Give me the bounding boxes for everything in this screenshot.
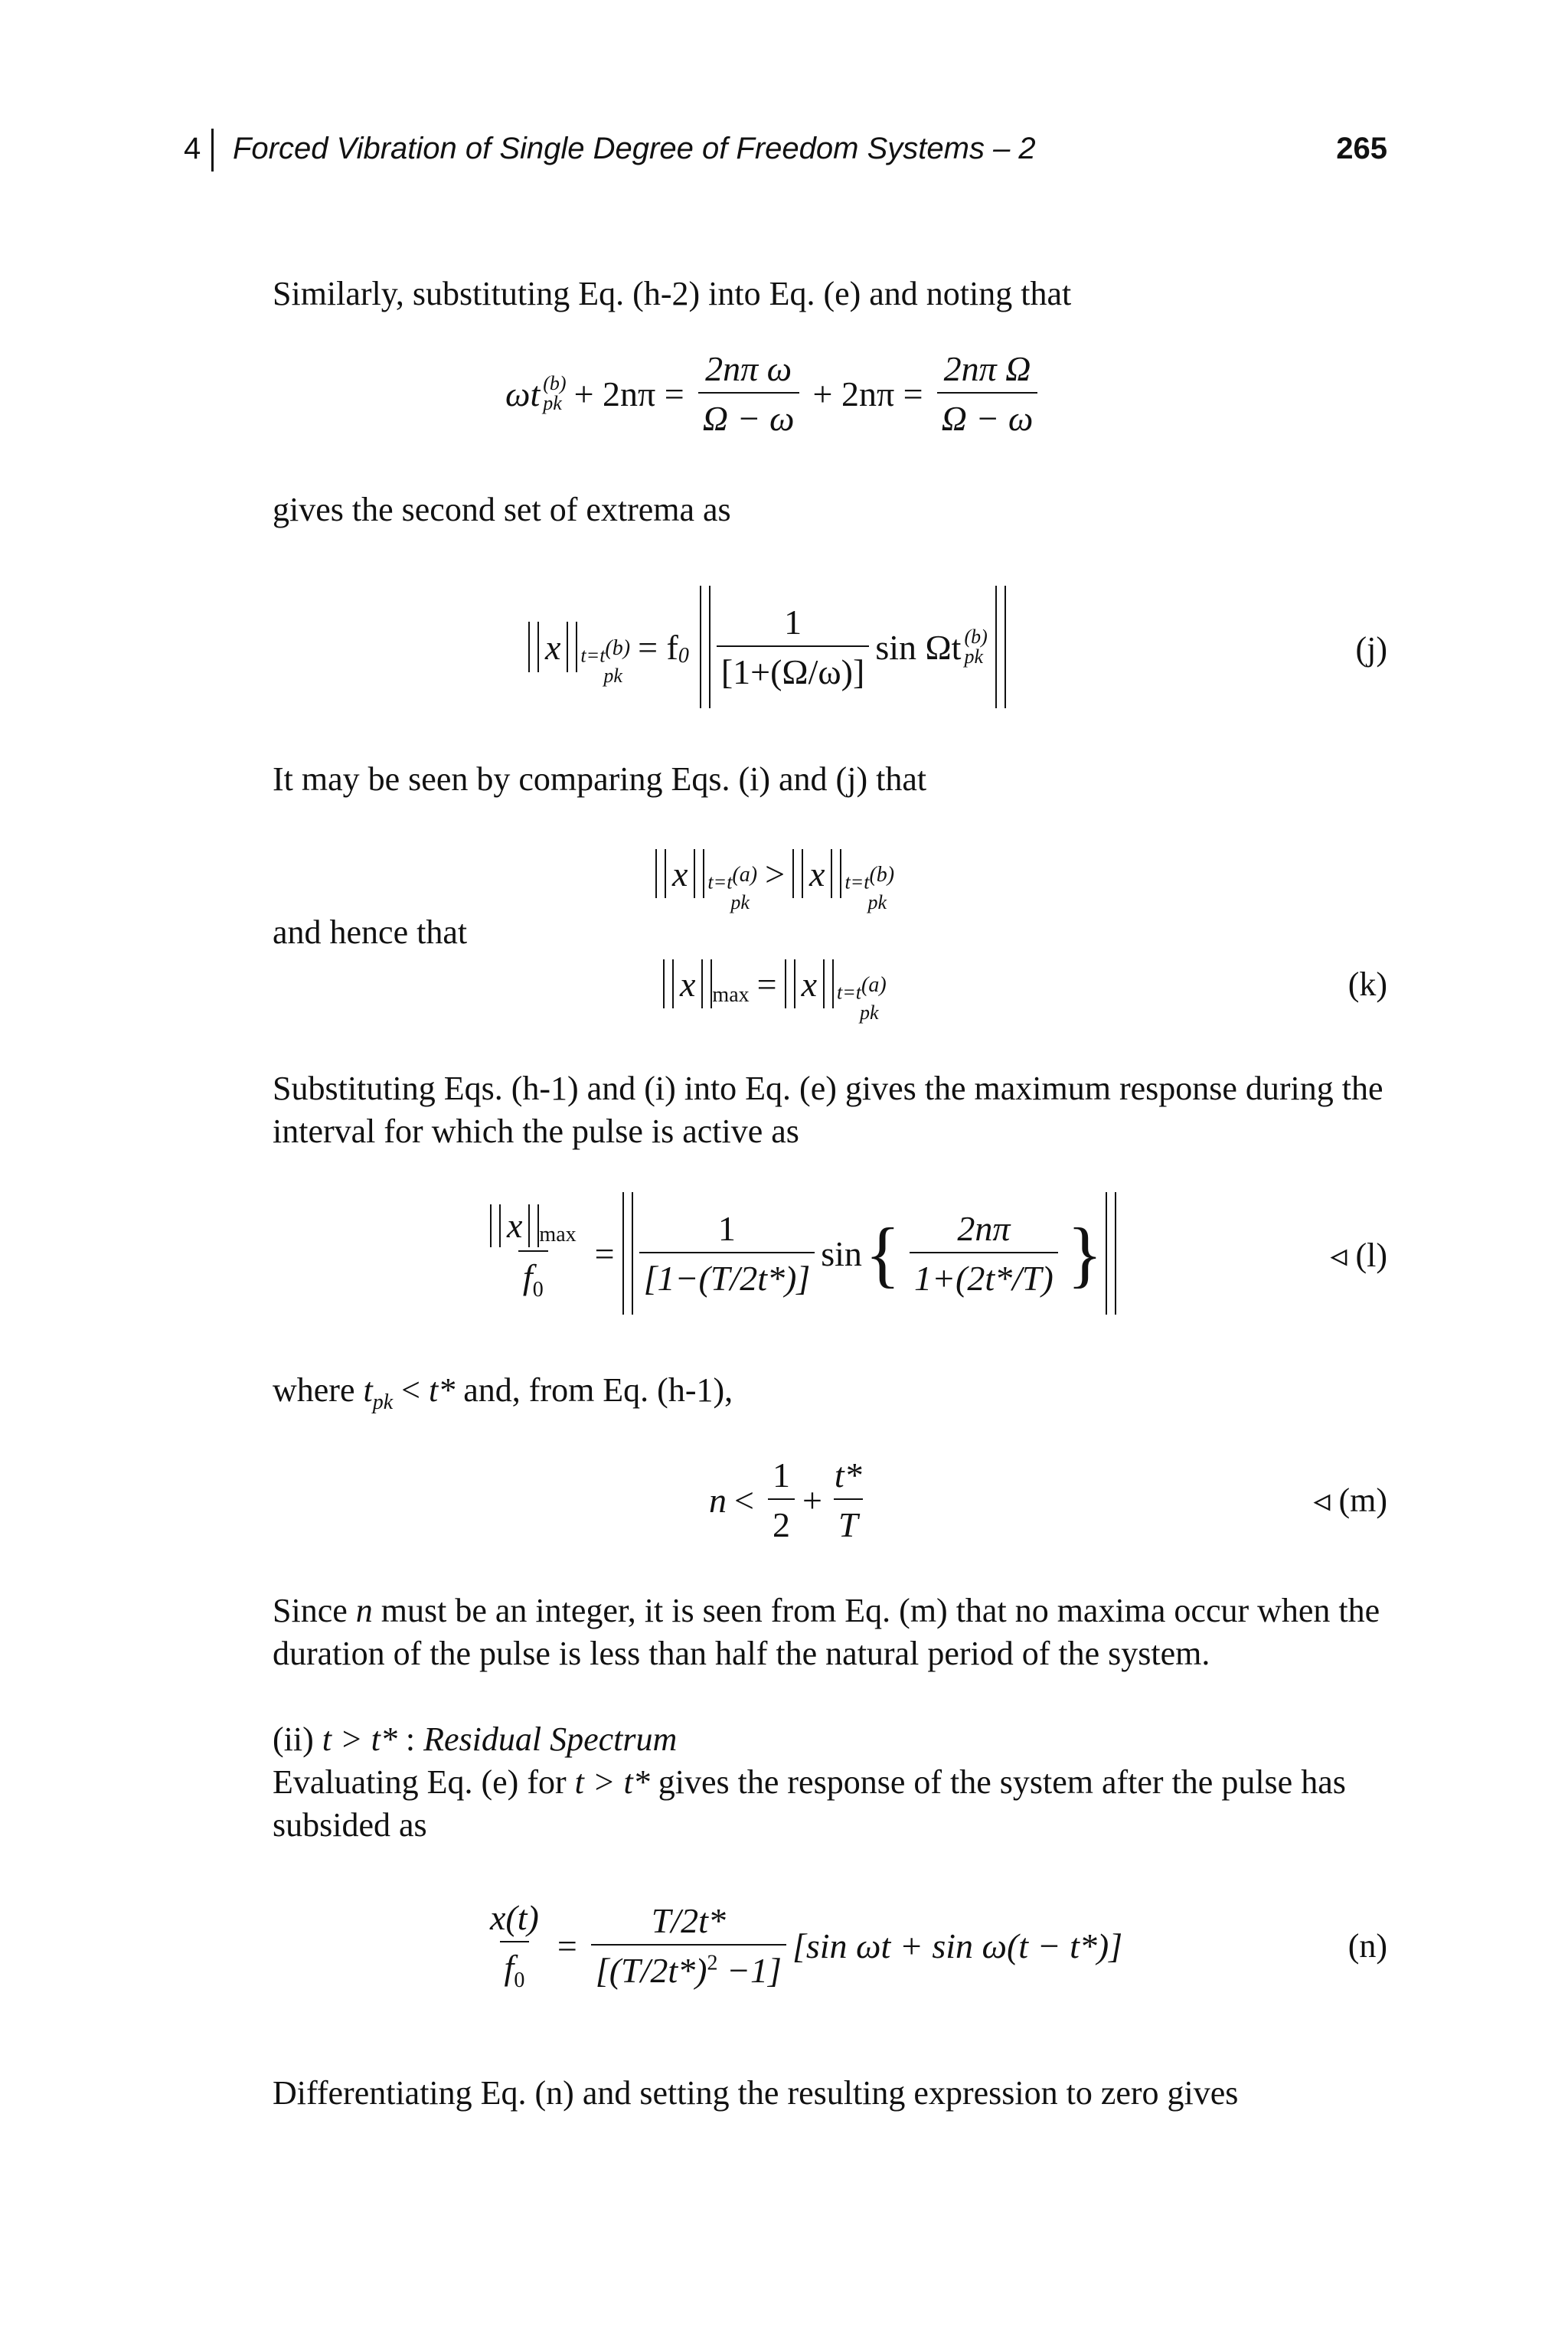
p8-title: Residual Spectrum [423,1720,678,1758]
eqcmp-sub2-sub: pk [867,890,887,913]
equation-phase [505,349,1044,438]
eqj-sin-sup: (b) [964,626,988,648]
eqm-frac1 [768,1455,795,1545]
p9-pre: Evaluating Eq. (e) for [273,1763,575,1801]
p9-post: gives the response of the system after the pulse has subsided as [273,1763,1346,1844]
p7-pre: Since [273,1592,356,1629]
eqn-lhs [485,1897,544,1993]
eq1-plus2: + 2nπ = [812,374,923,413]
eql-x: x [507,1206,523,1246]
paragraph-6 [273,1369,1390,1424]
eq1-frac2-num: 2nπ Ω [943,349,1031,388]
paragraph-1: Similarly, substituting Eq. (h-2) into Eq. (e) and noting that [273,275,1072,312]
eql-eq: = [594,1233,615,1273]
eqn-eq: = [557,1926,577,1965]
eqj-sub-t: t=t [580,644,606,667]
eq1-lhs: ωt [505,374,541,413]
eqm-frac2-den: T [834,1498,863,1545]
eqj-sub-sub: pk [603,664,622,687]
label-j: (j) [1355,630,1387,668]
section-heading-residual [273,1718,1390,1761]
eql-frac1-num: 1 [717,1209,736,1248]
eqcmp-x1: x [672,854,688,894]
eq1-plus1: + 2nπ = [573,374,684,413]
eqk-x2: x [801,964,818,1004]
equation-l [479,1188,1116,1318]
eq1-lhs-sub: pk [543,392,562,414]
eqcmp-sub1-t: t=t [707,871,733,894]
eqk-sub2-sup: (a) [861,973,887,998]
p6-post: and, from Eq. (h-1), [455,1371,733,1409]
eql-frac2 [910,1208,1058,1299]
label-m: ◃ (m) [1313,1482,1387,1519]
paragraph-10: Differentiating Eq. (n) and setting the resulting expression to zero gives [273,2074,1239,2112]
equation-compare [655,839,895,913]
eqcmp-sub2-t: t=t [844,871,870,894]
eqj-sub-sup: (b) [605,636,631,661]
eqcmp-sub1-sup: (a) [732,863,758,887]
eql-sub: max [539,1222,577,1246]
eq1-frac1 [698,348,799,439]
eqn-frac-num: T/2t* [651,1901,726,1940]
eqn-frac-den-base: [(T/2t*) [595,1951,707,1990]
p6-mid: < [393,1371,429,1409]
label-l: ◃ (l) [1330,1237,1387,1274]
page-number: 265 [1336,132,1387,165]
p8-pre: (ii) [273,1720,322,1758]
eqcmp-gt: > [765,854,786,894]
eqj-frac-num: 1 [784,603,802,642]
header-divider [211,129,214,172]
p6-tstar: t* [429,1371,456,1409]
paragraph-7 [273,1589,1390,1675]
p6-tpk-sub: pk [372,1390,394,1414]
eqj-eq-f0: = f [638,627,678,667]
equation-n [479,1888,1122,2003]
eqj-sin-sub: pk [964,645,984,668]
p8-colon: : [397,1720,424,1758]
equation-m [709,1450,873,1550]
p6-tpk: t [363,1371,373,1409]
eql-f0: f [522,1256,533,1296]
eqk-sub2-t: t=t [837,981,862,1004]
eqm-plus: + [802,1480,822,1520]
eqk-eq: = [756,964,777,1004]
eqn-frac-den-tail: −1] [717,1951,782,1990]
eqcmp-sub1-sub: pk [730,890,750,913]
eqm-frac2 [830,1455,867,1545]
p9-cond: t > t* [574,1763,650,1801]
label-k: (k) [1348,965,1387,1003]
eqj-sin: sin Ωt [875,627,962,667]
eq1-lhs-sup: (b) [543,372,567,394]
eqcmp-x2: x [809,854,825,894]
eql-f0-sub: 0 [532,1278,544,1302]
eql-frac1-den: [1−(T/2t*)] [639,1252,815,1299]
p8-cond: t > t* [322,1720,397,1758]
chapter-title: Forced Vibration of Single Degree of Freedom Systems – 2 [233,132,1036,165]
eql-lhs [485,1204,581,1302]
equation-j [528,582,1006,712]
eqn-rhs: [sin ωt + sin ω(t − t*)] [792,1926,1123,1965]
eqn-frac-den-sup: 2 [707,1951,718,1975]
eqcmp-sub2-sup: (b) [869,863,895,887]
eqm-frac2-num: t* [834,1456,862,1495]
eql-rbrace: } [1067,1212,1102,1295]
eqk-sub1: max [712,983,750,1007]
paragraph-5: Substituting Eqs. (h-1) and (i) into Eq. (e) gives the maximum response during the interval for which the pulse is active as [273,1070,1383,1150]
eqk-x1: x [680,964,696,1004]
eql-frac1 [639,1208,815,1299]
eq1-frac1-num: 2nπ ω [705,349,792,388]
eqm-frac1-num: 1 [772,1456,790,1495]
chapter-number: 4 [184,132,201,165]
eql-lbrace: { [864,1212,900,1295]
eqj-f0-sub: 0 [678,644,689,668]
label-n: (n) [1348,1927,1387,1965]
eq1-frac1-den: Ω − ω [698,392,799,439]
eql-frac2-num: 2nπ [957,1209,1011,1248]
eq1-frac2 [937,348,1038,439]
eqj-frac-den: [1+(Ω/ω)] [717,645,869,692]
paragraph-2: gives the second set of extrema as [273,491,731,528]
paragraph-3: It may be seen by comparing Eqs. (i) and (j) that [273,760,927,798]
eqk-sub2-sub: pk [860,1001,879,1024]
eq1-frac2-den: Ω − ω [937,392,1038,439]
eqm-frac1-den: 2 [768,1498,795,1545]
p7-n: n [355,1592,373,1629]
eqn-lhs-den: f [504,1948,514,1988]
eqj-frac [717,602,869,692]
eqm-lt: < [734,1480,754,1520]
p6-pre: where [273,1371,364,1409]
running-header [0,132,1568,178]
eql-sin: sin [821,1233,862,1273]
p7-post: must be an integer, it is seen from Eq. (m) that no maxima occur when the duration of the pulse is less than half the natural period of the system. [273,1592,1380,1672]
eqm-n: n [709,1480,727,1520]
eql-frac2-den: 1+(2t*/T) [910,1252,1058,1299]
eqj-x: x [545,627,561,667]
eqn-lhs-num: x(t) [490,1898,539,1938]
paragraph-9 [273,1761,1390,1847]
equation-k [663,949,887,1024]
paragraph-4: and hence that [273,913,468,951]
eqn-lhs-den-sub: 0 [514,1968,525,1993]
eqn-frac [591,1900,786,1991]
